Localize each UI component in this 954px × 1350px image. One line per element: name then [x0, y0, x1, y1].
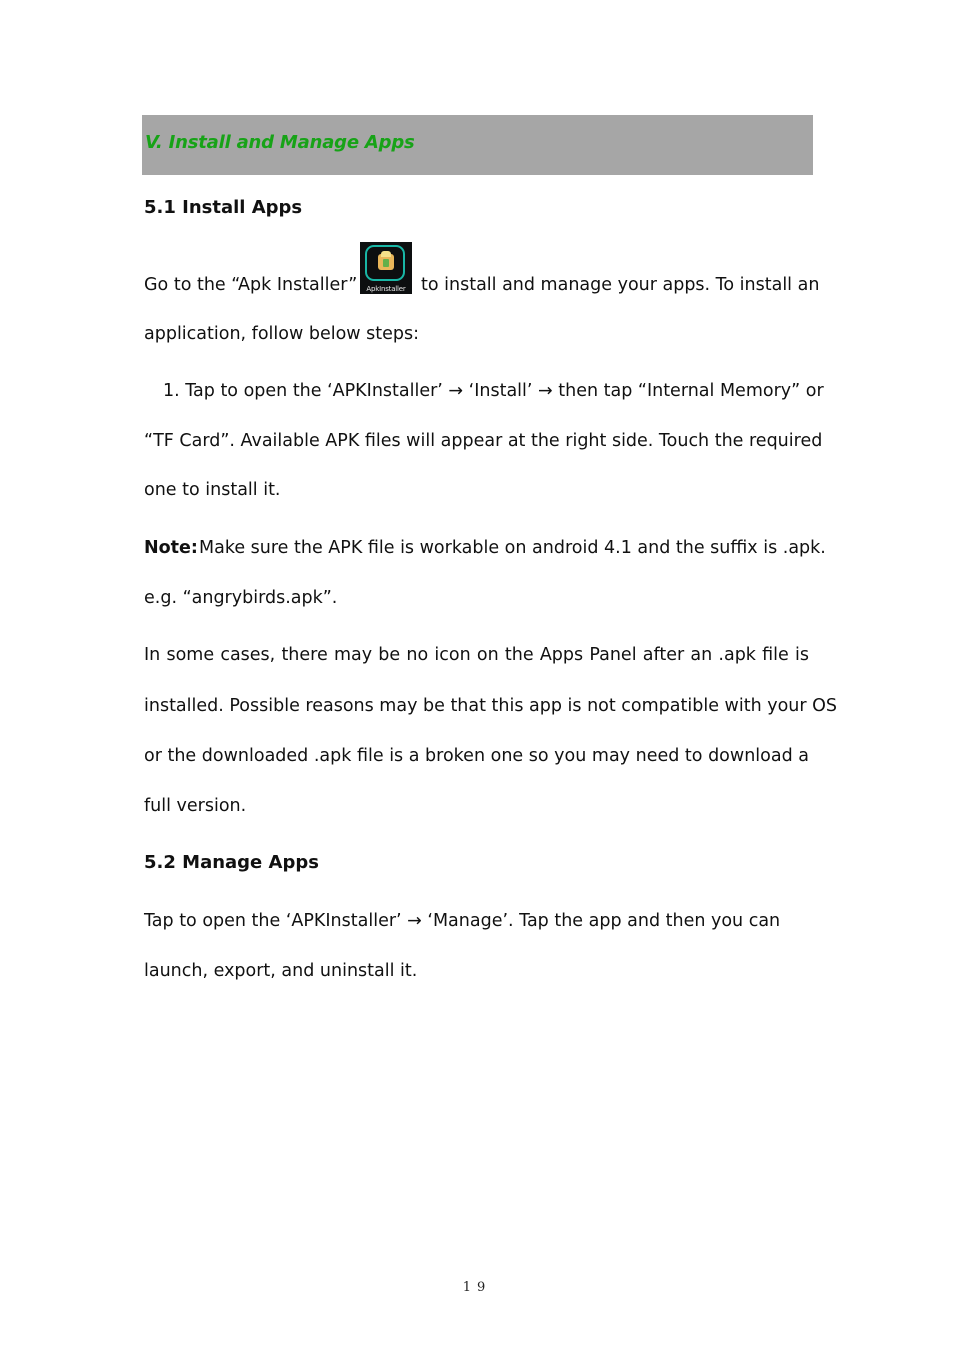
section-heading-install-apps: 5.1 Install Apps [144, 197, 303, 218]
intro-text-line2: application, follow below steps: [144, 324, 420, 344]
note-label-text: Note: [144, 538, 198, 558]
paragraph-line2: installed. Possible reasons may be that this app is not compatible with your OS [144, 696, 838, 716]
paragraph-line3: or the downloaded .apk file is a broken one so you may need to download a [144, 746, 809, 766]
paragraph-line1: In some cases, there may be no icon on the Apps Panel after an .apk file is [144, 645, 809, 665]
page-number: 19 [462, 1280, 492, 1295]
manage-line2: launch, export, and uninstall it. [144, 961, 418, 981]
note-label [144, 536, 198, 560]
step1-line3: one to install it. [144, 480, 281, 500]
app-icon-label: ApkInstaller [366, 285, 406, 293]
manage-line1: Tap to open the ‘APKInstaller’ → ‘Manage’. Tap the app and then you can [144, 911, 781, 931]
note-line2: e.g. “angrybirds.apk”. [144, 588, 338, 608]
step1-line1: 1. Tap to open the ‘APKInstaller’ → ‘Install’ → then tap “Internal Memory” or [163, 381, 824, 401]
paragraph-line4: full version. [144, 796, 247, 816]
intro-text-before-icon: Go to the “Apk Installer” [144, 275, 358, 295]
intro-text-after-icon: to install and manage your apps. To install an [421, 275, 820, 295]
apk-installer-icon [360, 242, 412, 294]
step1-line2: “TF Card”. Available APK files will appear at the right side. Touch the required [144, 431, 823, 451]
package-box-icon [378, 254, 394, 270]
chapter-title: V. Install and Manage Apps [145, 132, 415, 153]
section-heading-manage-apps: 5.2 Manage Apps [144, 852, 319, 873]
note-line1: Make sure the APK file is workable on android 4.1 and the suffix is .apk. [199, 538, 826, 558]
chapter-header-bar [142, 115, 813, 175]
